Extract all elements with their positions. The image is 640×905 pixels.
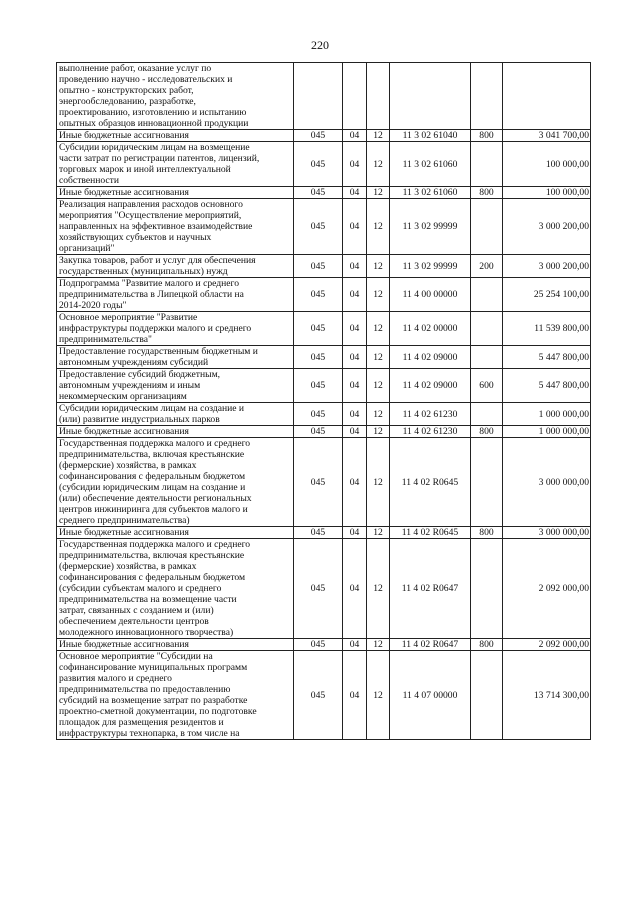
row-section: 04: [343, 199, 367, 255]
table-row: [57, 403, 591, 426]
row-target-article: 11 4 02 R0645: [390, 527, 471, 539]
row-admin-code: 045: [294, 403, 343, 426]
row-subsection: 12: [367, 187, 390, 199]
row-admin-code: 045: [294, 187, 343, 199]
row-admin-code: 045: [294, 639, 343, 651]
row-expense-type: [471, 278, 503, 312]
row-admin-code: 045: [294, 651, 343, 740]
row-section: 04: [343, 187, 367, 199]
row-description: Субсидии юридическим лицам на возмещение части затрат по регистрации патентов, лицензий, торговых марок и иной интеллектуальной собственности: [57, 142, 294, 187]
row-target-article: 11 3 02 61040: [390, 130, 471, 142]
row-expense-type: [471, 63, 503, 130]
row-subsection: 12: [367, 199, 390, 255]
row-section: [343, 63, 367, 130]
table-row: [57, 527, 591, 539]
table-row: [57, 539, 591, 639]
row-amount: 3 000 200,00: [503, 255, 591, 278]
row-section: 04: [343, 278, 367, 312]
row-expense-type: 600: [471, 369, 503, 403]
row-amount: 11 539 800,00: [503, 312, 591, 346]
row-expense-type: [471, 346, 503, 369]
row-subsection: 12: [367, 255, 390, 278]
table-row: [57, 369, 591, 403]
row-admin-code: 045: [294, 312, 343, 346]
row-amount: 1 000 000,00: [503, 403, 591, 426]
row-target-article: 11 4 02 61230: [390, 426, 471, 438]
row-admin-code: 045: [294, 527, 343, 539]
row-target-article: 11 3 02 61060: [390, 187, 471, 199]
table-row: [57, 639, 591, 651]
row-amount: 100 000,00: [503, 142, 591, 187]
row-admin-code: 045: [294, 346, 343, 369]
row-amount: 100 000,00: [503, 187, 591, 199]
row-target-article: 11 4 02 61230: [390, 403, 471, 426]
row-subsection: 12: [367, 539, 390, 639]
row-subsection: 12: [367, 403, 390, 426]
row-target-article: 11 4 02 R0647: [390, 639, 471, 651]
row-amount: 3 000 200,00: [503, 199, 591, 255]
row-amount: 5 447 800,00: [503, 346, 591, 369]
row-description: Основное мероприятие "Субсидии на софинансирование муниципальных программ развития малого и среднего предпринимательства по предоставлению субсидий на возмещение затрат по разработке проектно-сметной документации, по подготовке площадок для размещения резидентов и инфраструктуры технопарка, в том числе на: [57, 651, 294, 740]
row-expense-type: [471, 199, 503, 255]
row-target-article: 11 4 02 R0647: [390, 539, 471, 639]
row-expense-type: 800: [471, 187, 503, 199]
row-subsection: 12: [367, 130, 390, 142]
row-description: Иные бюджетные ассигнования: [57, 426, 294, 438]
table-row: [57, 187, 591, 199]
table-row: [57, 346, 591, 369]
row-section: 04: [343, 403, 367, 426]
row-subsection: 12: [367, 651, 390, 740]
row-amount: 3 000 000,00: [503, 527, 591, 539]
row-target-article: 11 3 02 61060: [390, 142, 471, 187]
row-section: 04: [343, 527, 367, 539]
row-expense-type: 800: [471, 527, 503, 539]
table-row: [57, 63, 591, 130]
table-row: [57, 142, 591, 187]
row-target-article: 11 4 02 R0645: [390, 438, 471, 527]
row-admin-code: 045: [294, 199, 343, 255]
table-row: [57, 438, 591, 527]
row-amount: [503, 63, 591, 130]
row-subsection: 12: [367, 278, 390, 312]
row-amount: 2 092 000,00: [503, 639, 591, 651]
row-description: Иные бюджетные ассигнования: [57, 639, 294, 651]
row-target-article: 11 4 00 00000: [390, 278, 471, 312]
table-body: [57, 63, 591, 740]
row-subsection: 12: [367, 426, 390, 438]
row-expense-type: [471, 651, 503, 740]
row-expense-type: [471, 539, 503, 639]
table-row: [57, 199, 591, 255]
row-description: выполнение работ, оказание услуг по проведению научно - исследовательских и опытно - конструкторских работ, энергообследованию, разработке, проектированию, изготовлению и испытанию опытных образцов инновационной продукции: [57, 63, 294, 130]
row-amount: 2 092 000,00: [503, 539, 591, 639]
row-target-article: 11 4 07 00000: [390, 651, 471, 740]
page-number: 220: [311, 38, 329, 52]
row-admin-code: 045: [294, 369, 343, 403]
row-section: 04: [343, 130, 367, 142]
table-row: [57, 255, 591, 278]
row-section: 04: [343, 426, 367, 438]
row-section: 04: [343, 651, 367, 740]
table-row: [57, 130, 591, 142]
row-expense-type: 800: [471, 426, 503, 438]
row-description: Иные бюджетные ассигнования: [57, 527, 294, 539]
budget-table: [56, 62, 591, 740]
table-row: [57, 651, 591, 740]
row-section: 04: [343, 438, 367, 527]
row-admin-code: [294, 63, 343, 130]
row-expense-type: 800: [471, 639, 503, 651]
row-description: Субсидии юридическим лицам на создание и (или) развитие индустриальных парков: [57, 403, 294, 426]
table-row: [57, 312, 591, 346]
row-section: 04: [343, 539, 367, 639]
row-target-article: 11 3 02 99999: [390, 199, 471, 255]
row-subsection: 12: [367, 369, 390, 403]
row-amount: 1 000 000,00: [503, 426, 591, 438]
row-target-article: 11 4 02 09000: [390, 346, 471, 369]
row-subsection: 12: [367, 346, 390, 369]
row-section: 04: [343, 255, 367, 278]
row-description: Основное мероприятие "Развитие инфраструктуры поддержки малого и среднего предпринимательства": [57, 312, 294, 346]
row-description: Предоставление государственным бюджетным и автономным учреждениям субсидий: [57, 346, 294, 369]
row-description: Подпрограмма "Развитие малого и среднего предпринимательства в Липецкой области на 2014-2020 годы": [57, 278, 294, 312]
row-section: 04: [343, 639, 367, 651]
row-section: 04: [343, 346, 367, 369]
row-expense-type: 800: [471, 130, 503, 142]
row-amount: 13 714 300,00: [503, 651, 591, 740]
row-target-article: 11 3 02 99999: [390, 255, 471, 278]
row-amount: 5 447 800,00: [503, 369, 591, 403]
row-description: Государственная поддержка малого и среднего предпринимательства, включая крестьянские (фермерские) хозяйства, в рамках софинансирования с федеральным бюджетом (субсидии субъектам малого и среднего предпринимательства на возмещение части затрат, связанных с созданием и (или) обеспечением деятельности центров молодежного инновационного творчества): [57, 539, 294, 639]
row-amount: 25 254 100,00: [503, 278, 591, 312]
row-expense-type: [471, 438, 503, 527]
row-subsection: 12: [367, 639, 390, 651]
row-expense-type: [471, 403, 503, 426]
row-subsection: 12: [367, 142, 390, 187]
row-admin-code: 045: [294, 130, 343, 142]
row-expense-type: 200: [471, 255, 503, 278]
row-description: Иные бюджетные ассигнования: [57, 187, 294, 199]
row-section: 04: [343, 312, 367, 346]
table-row: [57, 426, 591, 438]
row-admin-code: 045: [294, 142, 343, 187]
row-section: 04: [343, 369, 367, 403]
row-admin-code: 045: [294, 438, 343, 527]
row-admin-code: 045: [294, 539, 343, 639]
row-subsection: 12: [367, 527, 390, 539]
row-target-article: 11 4 02 00000: [390, 312, 471, 346]
row-description: Иные бюджетные ассигнования: [57, 130, 294, 142]
row-amount: 3 041 700,00: [503, 130, 591, 142]
table-row: [57, 278, 591, 312]
row-expense-type: [471, 142, 503, 187]
row-description: Предоставление субсидий бюджетным, автономным учреждениям и иным некоммерческим организациям: [57, 369, 294, 403]
row-subsection: 12: [367, 312, 390, 346]
row-target-article: 11 4 02 09000: [390, 369, 471, 403]
row-description: Реализация направления расходов основного мероприятия "Осуществление мероприятий, направленных на эффективное взаимодействие хозяйствующих субъектов и научных организаций": [57, 199, 294, 255]
row-admin-code: 045: [294, 426, 343, 438]
row-subsection: 12: [367, 438, 390, 527]
row-expense-type: [471, 312, 503, 346]
row-admin-code: 045: [294, 278, 343, 312]
row-description: Закупка товаров, работ и услуг для обеспечения государственных (муниципальных) нужд: [57, 255, 294, 278]
row-section: 04: [343, 142, 367, 187]
row-amount: 3 000 000,00: [503, 438, 591, 527]
row-target-article: [390, 63, 471, 130]
row-description: Государственная поддержка малого и среднего предпринимательства, включая крестьянские (фермерские) хозяйства, в рамках софинансирования с федеральным бюджетом (субсидии юридическим лицам на создание и (или) обеспечение деятельности региональных центров инжиниринга для субъектов малого и среднего предпринимательства): [57, 438, 294, 527]
row-admin-code: 045: [294, 255, 343, 278]
row-subsection: [367, 63, 390, 130]
